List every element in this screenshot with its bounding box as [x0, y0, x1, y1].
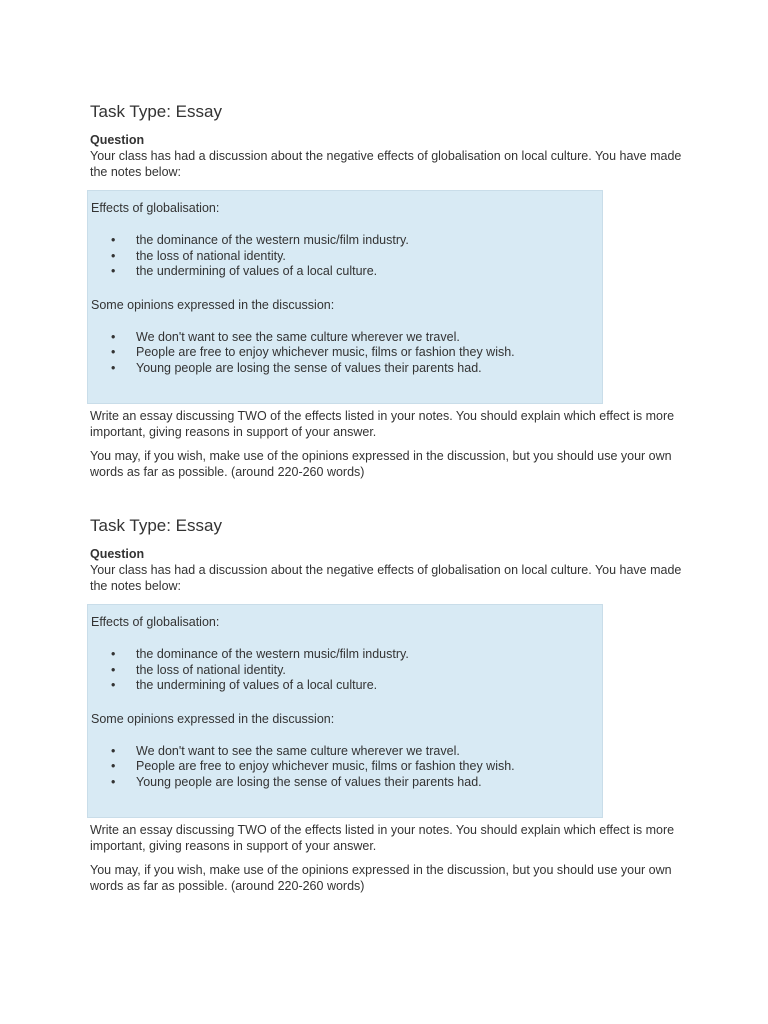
word-count-note: You may, if you wish, make use of the opinions expressed in the discussion, but you should use your own words as far as possible. (around 220-260 words) [90, 449, 672, 479]
question-intro: Your class has had a discussion about the negative effects of globalisation on local culture. You have made the notes below: [90, 563, 682, 593]
list-item: • We don't want to see the same culture wherever we travel. [111, 329, 460, 344]
opinions-heading: Some opinions expressed in the discussion: [91, 297, 335, 312]
list-item: • People are free to enjoy whichever music, films or fashion they wish. [111, 759, 515, 773]
task-title: Task Type: Essay [90, 102, 222, 121]
list-item: • Young people are losing the sense of values their parents had. [111, 360, 482, 375]
bullet-icon: • [111, 329, 116, 344]
list-item: • We don't want to see the same culture wherever we travel. [111, 743, 460, 758]
bullet-icon: • [111, 264, 116, 278]
task-section-2 [90, 515, 690, 894]
effects-heading: Effects of globalisation: [91, 615, 220, 629]
bullet-icon: • [111, 233, 116, 247]
instructions [90, 408, 690, 480]
word-count-note: You may, if you wish, make use of the opinions expressed in the discussion, but you should use your own words as far as possible. (around 220-260 words) [90, 863, 672, 893]
list-item: • Young people are losing the sense of values their parents had. [111, 774, 482, 789]
list-item: • the dominance of the western music/film industry. [111, 647, 409, 661]
task-title: Task Type: Essay [90, 516, 222, 535]
bullet-icon: • [111, 774, 116, 789]
effects-list [91, 647, 602, 694]
question-label: Question [90, 133, 145, 147]
list-item: • the dominance of the western music/film industry. [111, 233, 409, 247]
bullet-icon: • [111, 248, 116, 263]
instruction-text: Write an essay discussing TWO of the effects listed in your notes. You should explain which effect is more important, giving reasons in support of your answer. [90, 409, 675, 439]
question-label: Question [90, 547, 145, 561]
bullet-icon: • [111, 743, 116, 758]
list-item: • the undermining of values of a local culture. [111, 264, 378, 278]
effects-heading: Effects of globalisation: [91, 201, 220, 215]
opinions-list [91, 330, 602, 377]
bullet-icon: • [111, 759, 116, 773]
list-item: • the loss of national identity. [111, 248, 286, 263]
opinions-heading: Some opinions expressed in the discussion: [91, 711, 335, 726]
instruction-text: Write an essay discussing TWO of the effects listed in your notes. You should explain which effect is more important, giving reasons in support of your answer. [90, 823, 675, 853]
bullet-icon: • [111, 662, 116, 677]
instructions [90, 822, 690, 894]
effects-list [91, 233, 602, 280]
list-item: • People are free to enjoy whichever music, films or fashion they wish. [111, 345, 515, 359]
notes-box [87, 190, 603, 404]
notes-box [87, 604, 603, 818]
list-item: • the undermining of values of a local culture. [111, 678, 378, 692]
bullet-icon: • [111, 360, 116, 375]
bullet-icon: • [111, 345, 116, 359]
opinions-list [91, 744, 602, 791]
list-item: • the loss of national identity. [111, 662, 286, 677]
bullet-icon: • [111, 647, 116, 661]
question-intro: Your class has had a discussion about the negative effects of globalisation on local culture. You have made the notes below: [90, 149, 682, 179]
bullet-icon: • [111, 678, 116, 692]
task-section-1 [90, 101, 690, 480]
